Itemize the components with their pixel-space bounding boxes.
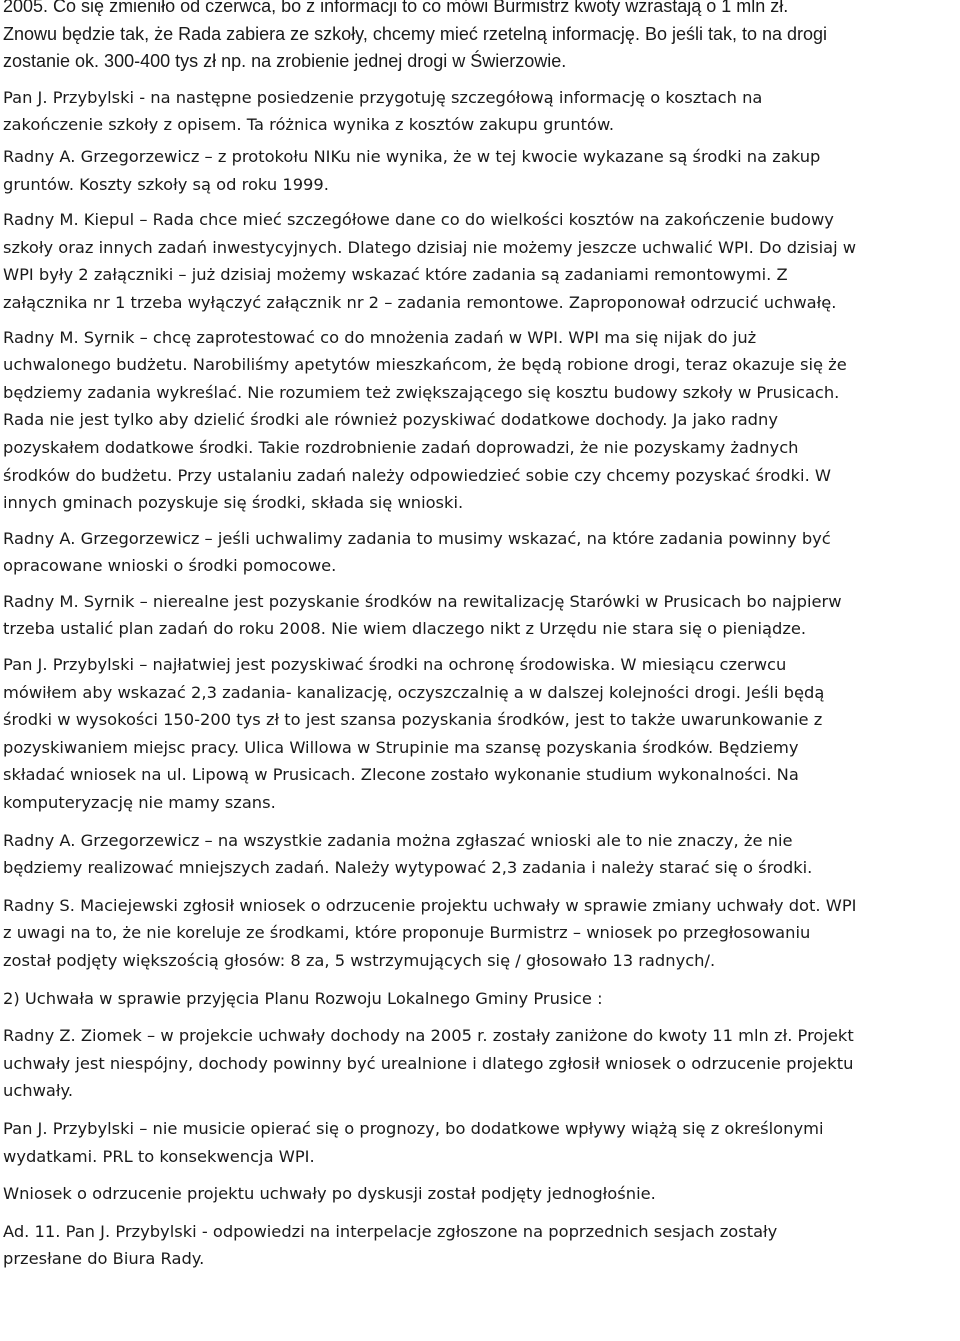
text-line: Radny S. Maciejewski zgłosił wniosek o odrzucenie projektu uchwały w sprawie zmiany uchwały dot. WPI bbox=[3, 895, 857, 915]
document-page bbox=[3, 0, 955, 1273]
text-line: 2) Uchwała w sprawie przyjęcia Planu Rozwoju Lokalnego Gminy Prusice : bbox=[3, 988, 603, 1008]
paragraph-p11 bbox=[3, 985, 955, 1013]
text-line: zostanie ok. 300-400 tys zł np. na zrobienie jednej drogi w Świerzowie. bbox=[3, 51, 567, 72]
text-line: szkoły oraz innych zadań inwestycyjnych. Dlatego dzisiaj nie możemy jeszcze uchwalić WPI. Do dzisiaj w bbox=[3, 237, 857, 257]
paragraph-p8 bbox=[3, 651, 955, 817]
text-line: Radny M. Syrnik – nierealne jest pozyskanie środków na rewitalizację Starówki w Prusicach bo najpierw bbox=[3, 591, 842, 611]
text-line: Znowu będzie tak, że Rada zabiera ze szkoły, chcemy mieć rzetelną informację. Bo jeśli tak, to na drogi bbox=[3, 23, 828, 44]
text-line: Rada nie jest tylko aby dzielić środki ale również pozyskiwać dodatkowe dochody. Ja jako radny bbox=[3, 410, 778, 430]
text-line: środków do budżetu. Przy ustalaniu zadań należy odpowiedzieć sobie czy chcemy pozyskać środki. W bbox=[3, 465, 832, 485]
text-line: mówiłem aby wskazać 2,3 zadania- kanalizację, oczyszczalnię a w dalszej kolejności drogi. Jeśli będą bbox=[3, 682, 825, 702]
paragraph-p4 bbox=[3, 206, 955, 316]
text-line: będziemy realizować mniejszych zadań. Należy wytypować 2,3 zadania i należy starać się o środki. bbox=[3, 858, 813, 878]
text-line: uchwalonego budżetu. Narobiliśmy apetytów mieszkańcom, że będą robione drogi, teraz okazuje się że bbox=[3, 355, 847, 375]
text-line: innych gminach pozyskuje się środki, składa się wnioski. bbox=[3, 493, 464, 513]
paragraph-p15 bbox=[3, 1218, 955, 1273]
paragraph-p12 bbox=[3, 1022, 955, 1105]
text-line: przesłane do Biura Rady. bbox=[3, 1249, 205, 1269]
text-line: Pan J. Przybylski – nie musicie opierać się o prognozy, bo dodatkowe wpływy wiążą się z określonymi bbox=[3, 1118, 824, 1138]
text-line: pozyskiwaniem miejsc pracy. Ulica Willowa w Strupinie ma szansę pozyskania środków. Będziemy bbox=[3, 737, 799, 757]
text-line: wydatkami. PRL to konsekwencja WPI. bbox=[3, 1146, 315, 1166]
paragraph-p2 bbox=[3, 84, 955, 139]
paragraph-p13 bbox=[3, 1115, 955, 1170]
text-line: załącznika nr 1 trzeba wyłączyć załącznik nr 2 – zadania remontowe. Zaproponował odrzucić uchwałę. bbox=[3, 292, 837, 312]
text-line: Radny M. Kiepul – Rada chce mieć szczegółowe dane co do wielkości kosztów na zakończenie budowy bbox=[3, 210, 834, 230]
text-line: Wniosek o odrzucenie projektu uchwały po dyskusji został podjęty jednogłośnie. bbox=[3, 1184, 656, 1204]
paragraph-p9 bbox=[3, 827, 955, 882]
paragraph-p7 bbox=[3, 588, 955, 643]
text-line: zakończenie szkoły z opisem. Ta różnica wynika z kosztów zakupu gruntów. bbox=[3, 115, 615, 135]
paragraph-p14 bbox=[3, 1180, 955, 1208]
text-line: 2005. Co się zmieniło od czerwca, bo z informacji to co mówi Burmistrz kwoty wzrastają o 1 mln zł. bbox=[3, 0, 789, 16]
text-line: komputeryzację nie mamy szans. bbox=[3, 793, 276, 813]
text-line: WPI były 2 załączniki – już dzisiaj możemy wskazać które zadania są zadaniami remontowymi. Z bbox=[3, 265, 788, 285]
text-line: środki w wysokości 150-200 tys zł to jest szansa pozyskania środków, jest to także uwarunkowanie z bbox=[3, 710, 823, 730]
text-line: uchwały jest niespójny, dochody powinny być urealnione i dlatego zgłosił wniosek o odrzucenie projektu bbox=[3, 1053, 854, 1073]
text-line: z uwagi na to, że nie koreluje ze środkami, które proponuje Burmistrz – wniosek po przegłosowaniu bbox=[3, 923, 811, 943]
paragraph-p1 bbox=[3, 0, 955, 76]
paragraph-p3 bbox=[3, 143, 955, 198]
text-line: Ad. 11. Pan J. Przybylski - odpowiedzi na interpelacje zgłoszone na poprzednich sesjach zostały bbox=[3, 1221, 778, 1241]
text-line: uchwały. bbox=[3, 1081, 73, 1101]
paragraph-p10 bbox=[3, 892, 955, 975]
text-line: Radny A. Grzegorzewicz – jeśli uchwalimy zadania to musimy wskazać, na które zadania powinny być bbox=[3, 528, 831, 548]
text-line: pozyskałem dodatkowe środki. Takie rozdrobnienie zadań doprowadzi, że nie pozyskamy żadnych bbox=[3, 437, 799, 457]
text-line: Radny A. Grzegorzewicz – z protokołu NIKu nie wynika, że w tej kwocie wykazane są środki na zakup bbox=[3, 146, 821, 166]
text-line: Pan J. Przybylski - na następne posiedzenie przygotuję szczegółową informację o kosztach na bbox=[3, 87, 763, 107]
text-line: Radny M. Syrnik – chcę zaprotestować co do mnożenia zadań w WPI. WPI ma się nijak do już bbox=[3, 327, 757, 347]
paragraph-p6 bbox=[3, 525, 955, 580]
text-line: Pan J. Przybylski – najłatwiej jest pozyskiwać środki na ochronę środowiska. W miesiącu czerwcu bbox=[3, 655, 787, 675]
text-line: składać wniosek na ul. Lipową w Prusicach. Zlecone zostało wykonanie studium wykonalności. Na bbox=[3, 765, 799, 785]
text-line: trzeba ustalić plan zadań do roku 2008. Nie wiem dlaczego nikt z Urzędu nie stara się o pieniądze. bbox=[3, 619, 807, 639]
text-line: Radny Z. Ziomek – w projekcie uchwały dochody na 2005 r. zostały zaniżone do kwoty 11 mln zł. Projekt bbox=[3, 1026, 854, 1046]
paragraph-p5 bbox=[3, 324, 955, 517]
text-line: Radny A. Grzegorzewicz – na wszystkie zadania można zgłaszać wnioski ale to nie znaczy, że nie bbox=[3, 830, 793, 850]
text-line: został podjęty większością głosów: 8 za, 5 wstrzymujących się / głosowało 13 radnych/. bbox=[3, 951, 716, 970]
text-line: będziemy zadania wykreślać. Nie rozumiem też zwiększającego się kosztu budowy szkoły w Prusicach. bbox=[3, 382, 840, 402]
text-line: opracowane wnioski o środki pomocowe. bbox=[3, 556, 337, 576]
text-line: gruntów. Koszty szkoły są od roku 1999. bbox=[3, 174, 329, 194]
